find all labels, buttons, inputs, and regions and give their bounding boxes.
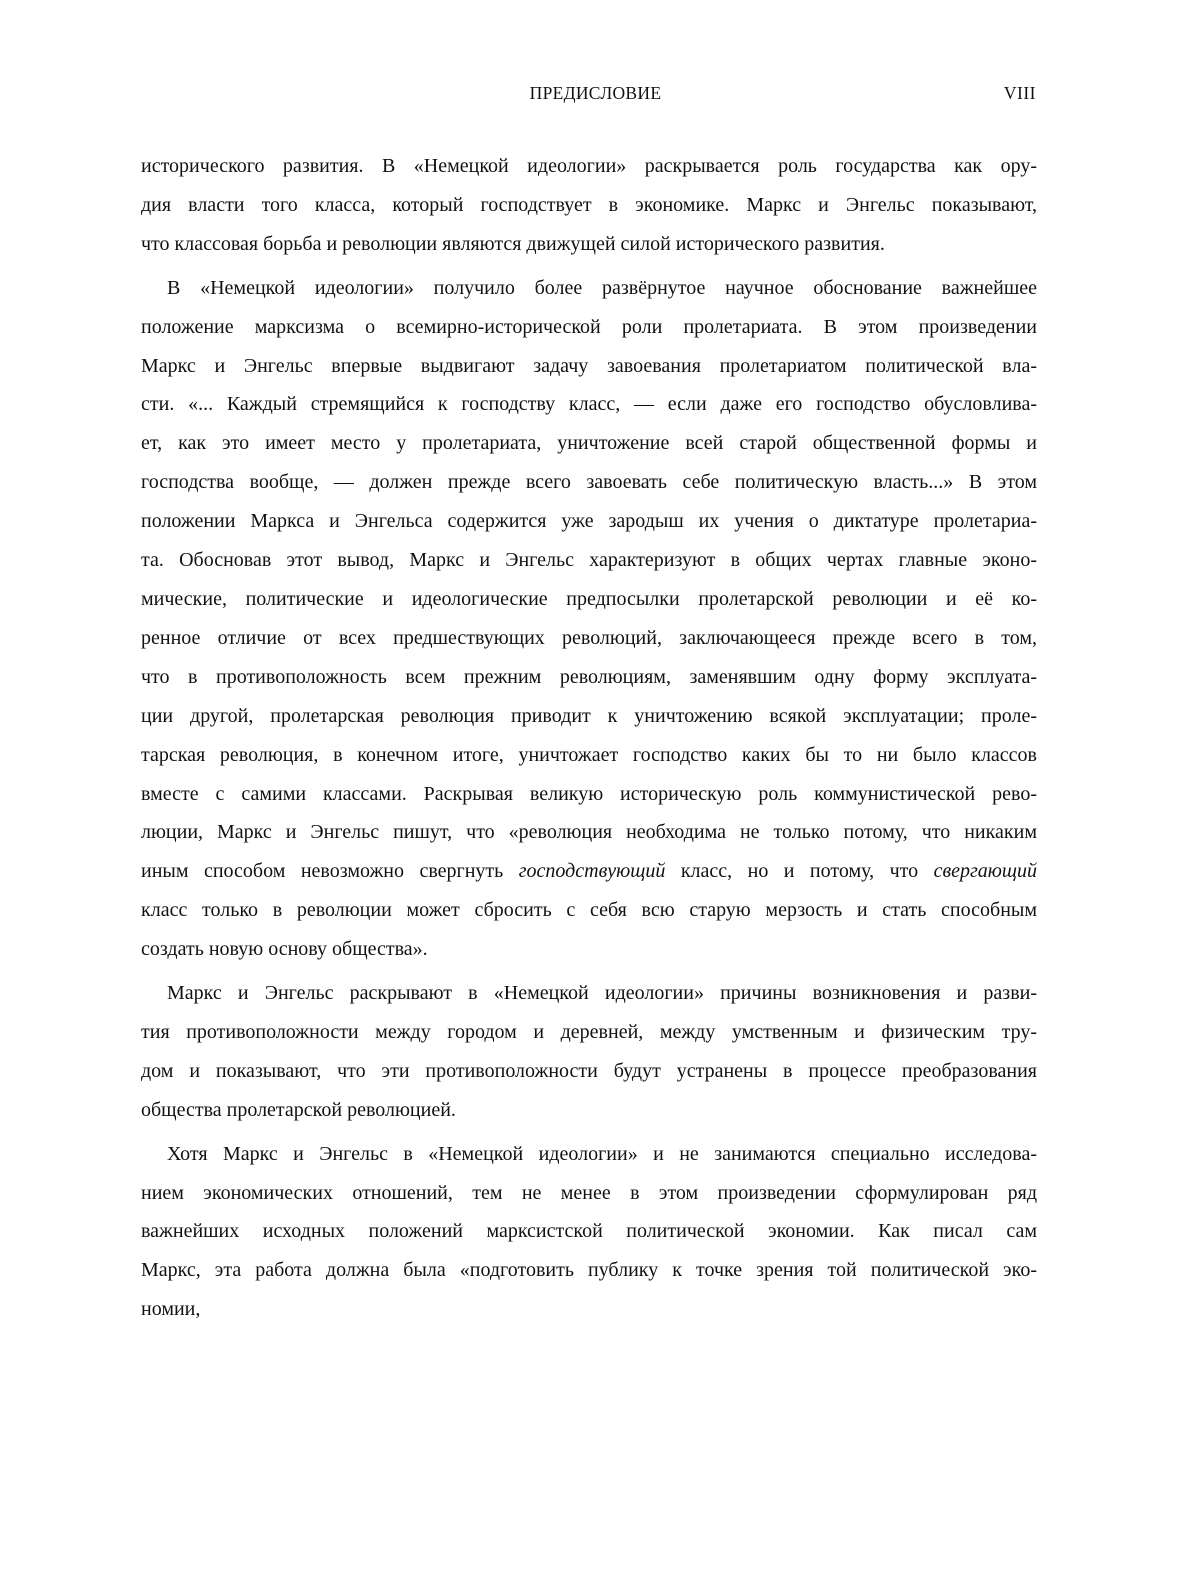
text-line: положение марксизма о всемирно-исторической роли пролетариата. В этом произведении bbox=[141, 315, 1037, 338]
running-header bbox=[0, 83, 1191, 107]
text-line: В «Немецкой идеологии» получило более развёрнутое научное обоснование важнейшее bbox=[167, 276, 1037, 299]
paragraph-4 bbox=[141, 1135, 1037, 1330]
text-line: важнейших исходных положений марксистской политической экономии. Как писал сам bbox=[141, 1220, 1037, 1243]
text-run: класс, но и потому, что bbox=[665, 860, 934, 883]
text-line: Маркс и Энгельс впервые выдвигают задачу завоевания пролетариатом политической вла- bbox=[141, 354, 1037, 377]
text-line: сти. «... Каждый стремящийся к господству класс, — если даже его господство обусловлива- bbox=[141, 393, 1037, 416]
text-line: господства вообще, — должен прежде всего завоевать себе политическую власть...» В этом bbox=[141, 471, 1037, 494]
text-line: дом и показывают, что эти противоположности будут устранены в процессе преобразования bbox=[141, 1059, 1037, 1082]
text-line: ет, как это имеет место у пролетариата, уничтожение всей старой общественной формы и bbox=[141, 432, 1037, 455]
text-line: мические, политические и идеологические предпосылки пролетарской революции и её ко- bbox=[141, 587, 1037, 610]
text-line: класс только в революции может сбросить с себя всю старую мерзость и стать способным bbox=[141, 899, 1037, 922]
text-line: нием экономических отношений, тем не менее в этом произведении сформулирован ряд bbox=[141, 1181, 1037, 1204]
text-line: ренное отличие от всех предшествующих революций, заключающееся прежде всего в том, bbox=[141, 626, 1037, 649]
text-line: что классовая борьба и революции являются движущей силой исторического развития. bbox=[141, 232, 885, 255]
text-line: общества пролетарской революцией. bbox=[141, 1098, 456, 1121]
running-title: ПРЕДИСЛОВИЕ bbox=[529, 83, 662, 103]
page-number: VIII bbox=[1003, 83, 1036, 103]
text-line: исторического развития. В «Немецкой идеологии» раскрывается роль государства как ору- bbox=[141, 155, 1037, 177]
text-line: ции другой, пролетарская революция приводит к уничтожению всякой эксплуатации; проле- bbox=[141, 704, 1037, 727]
paragraph-2 bbox=[141, 269, 1037, 969]
text-line: тия противоположности между городом и деревней, между умственным и физическим тру- bbox=[141, 1020, 1037, 1043]
text-line: та. Обосновав этот вывод, Маркс и Энгельс характеризуют в общих чертах главные эконо- bbox=[141, 549, 1037, 572]
body-text bbox=[141, 147, 1037, 1334]
text-line: номии, bbox=[141, 1298, 201, 1321]
text-line: дия власти того класса, который господствует в экономике. Маркс и Энгельс показывают, bbox=[141, 193, 1037, 216]
text-line: тарская революция, в конечном итоге, уничтожает господство каких бы то ни было классов bbox=[141, 743, 1037, 766]
paragraph-1 bbox=[141, 147, 1037, 264]
text-line: вместе с самими классами. Раскрывая великую историческую роль коммунистической рево- bbox=[141, 782, 1037, 805]
text-line: создать новую основу общества». bbox=[141, 938, 428, 961]
italic-word: свергающий bbox=[933, 860, 1037, 883]
text-line-with-italics bbox=[141, 852, 1037, 891]
text-line: положении Маркса и Энгельса содержится уже зародыш их учения о диктатуре пролетариа- bbox=[141, 510, 1037, 533]
text-line: Маркс, эта работа должна была «подготовить публику к точке зрения той политической эко- bbox=[141, 1259, 1037, 1282]
text-line: Хотя Маркс и Энгельс в «Немецкой идеологии» и не занимаются специально исследова- bbox=[167, 1142, 1037, 1165]
italic-word: господствующий bbox=[518, 860, 666, 883]
text-line: Маркс и Энгельс раскрывают в «Немецкой идеологии» причины возникновения и разви- bbox=[167, 982, 1037, 1005]
text-run: иным способом невозможно свергнуть bbox=[141, 860, 519, 883]
text-line: люции, Маркс и Энгельс пишут, что «революция необходима не только потому, что никаким bbox=[141, 821, 1037, 844]
text-line: что в противоположность всем прежним революциям, заменявшим одну форму эксплуата- bbox=[141, 665, 1037, 688]
paragraph-3 bbox=[141, 974, 1037, 1130]
